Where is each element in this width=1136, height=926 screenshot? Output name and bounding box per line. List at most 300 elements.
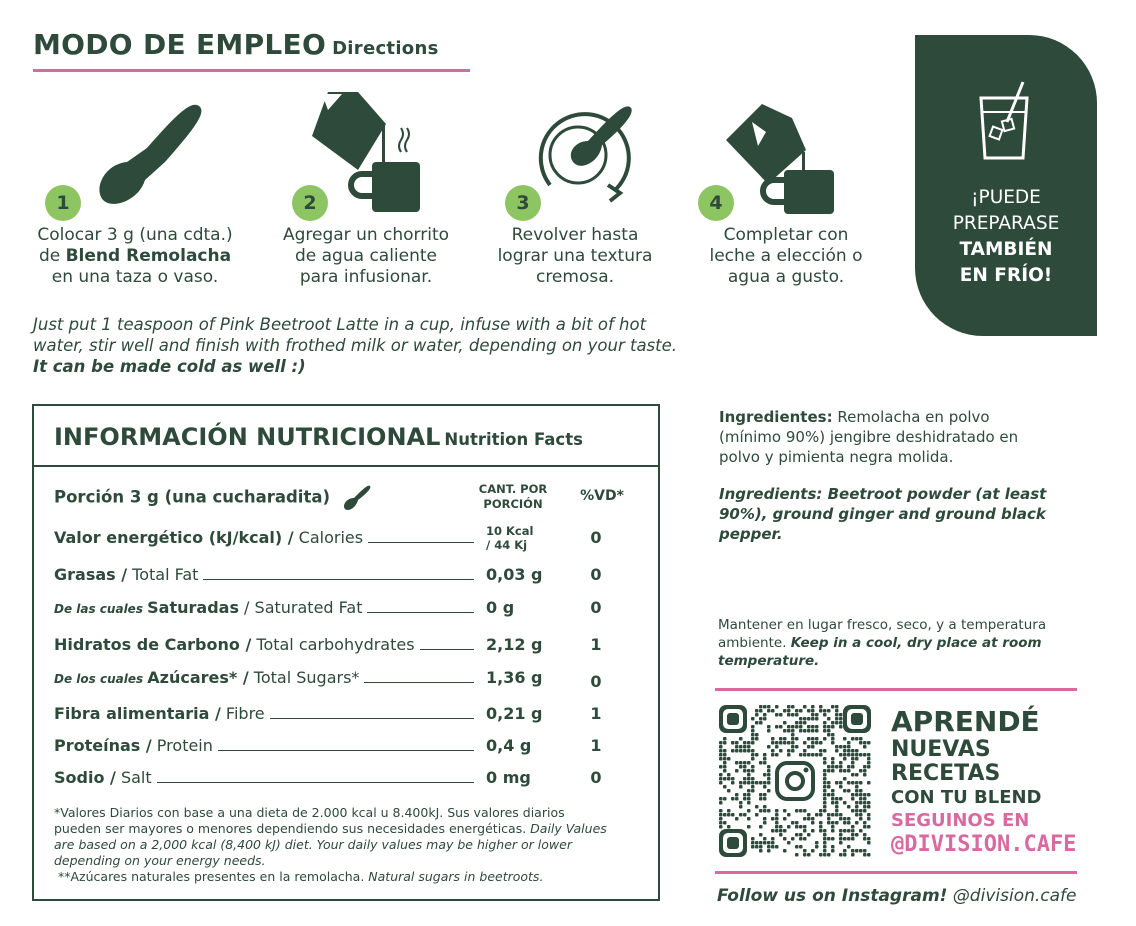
- qr-module: [843, 801, 847, 805]
- qr-module: [859, 801, 863, 805]
- nutrition-row-saturated: [54, 598, 644, 620]
- qr-module: [823, 725, 827, 729]
- qr-module: [823, 797, 827, 801]
- qr-module: [759, 721, 763, 725]
- qr-module: [851, 809, 855, 813]
- qr-module: [843, 749, 847, 753]
- qr-module: [839, 761, 843, 765]
- ingredients-en: Ingredients: Beetroot powder (at least 90%), ground ginger and ground black pepper.: [719, 485, 1047, 543]
- qr-module: [859, 753, 863, 757]
- qr-module: [723, 797, 727, 801]
- nutrient-vd: 1: [590, 704, 602, 723]
- qr-module: [851, 765, 855, 769]
- nutrient-prefix: De los cuales: [54, 672, 148, 686]
- qr-module: [855, 793, 859, 797]
- qr-module: [863, 853, 867, 857]
- qr-module: [739, 813, 743, 817]
- nutrient-label-es: Hidratos de Carbono /: [54, 635, 252, 654]
- qr-module: [755, 841, 759, 845]
- step-4-line1: Completar con: [723, 225, 849, 245]
- step-2-line3: para infusionar.: [299, 267, 433, 287]
- qr-module: [807, 745, 811, 749]
- qr-module: [787, 753, 791, 757]
- nutrient-amount: 2,12 g: [486, 635, 543, 654]
- qr-module: [815, 813, 819, 817]
- qr-module: [719, 777, 723, 781]
- qr-module: [791, 705, 795, 709]
- qr-module: [739, 801, 743, 805]
- qr-module: [763, 753, 767, 757]
- qr-module: [763, 837, 767, 841]
- qr-module: [743, 769, 747, 773]
- qr-module: [859, 797, 863, 801]
- qr-module: [747, 745, 751, 749]
- nutrient-vd: 0: [590, 598, 602, 617]
- step-1-line2-bold: Blend Remolacha: [65, 246, 232, 266]
- qr-module: [847, 741, 851, 745]
- qr-module: [807, 817, 811, 821]
- qr-module: [807, 833, 811, 837]
- qr-module: [851, 833, 855, 837]
- qr-module: [859, 781, 863, 785]
- qr-module: [855, 785, 859, 789]
- qr-module: [759, 793, 763, 797]
- qr-module: [751, 785, 755, 789]
- qr-module: [767, 777, 771, 781]
- qr-module: [775, 713, 779, 717]
- qr-module: [759, 849, 763, 853]
- qr-module: [863, 805, 867, 809]
- qr-module: [763, 761, 767, 765]
- qr-module: [855, 737, 859, 741]
- qr-module: [771, 845, 775, 849]
- qr-module: [863, 793, 867, 797]
- leader-line: [270, 718, 474, 719]
- qr-module: [791, 725, 795, 729]
- qr-module: [807, 729, 811, 733]
- qr-module: [755, 845, 759, 849]
- step-3-line3: cremosa.: [535, 267, 615, 287]
- nutrient-amount: [486, 524, 533, 552]
- qr-module: [815, 725, 819, 729]
- qr-module: [823, 801, 827, 805]
- qr-module: [775, 725, 779, 729]
- qr-module: [867, 741, 871, 745]
- qr-module: [847, 821, 851, 825]
- nutrient-label-es: Grasas /: [54, 565, 128, 584]
- qr-module: [831, 793, 835, 797]
- qr-module: [863, 833, 867, 837]
- qr-module: [719, 813, 723, 817]
- qr-module: [863, 849, 867, 853]
- qr-module: [823, 789, 827, 793]
- instagram-qr-icon[interactable]: [719, 705, 871, 857]
- qr-module: [731, 797, 735, 801]
- qr-module: [763, 705, 767, 709]
- qr-module: [799, 709, 803, 713]
- qr-module: [723, 749, 727, 753]
- qr-module: [847, 789, 851, 793]
- qr-module: [847, 769, 851, 773]
- qr-module: [815, 737, 819, 741]
- qr-module: [767, 809, 771, 813]
- qr-module: [719, 797, 723, 801]
- portion-label: Porción 3 g (una cucharadita): [54, 487, 331, 507]
- nutrient-label-en: Calories: [293, 528, 364, 547]
- qr-module: [839, 713, 843, 717]
- portion-size: [54, 484, 372, 512]
- qr-module: [823, 761, 827, 765]
- qr-module: [759, 781, 763, 785]
- qr-module: [723, 757, 727, 761]
- qr-module: [859, 809, 863, 813]
- qr-module: [751, 737, 755, 741]
- qr-module: [795, 825, 799, 829]
- qr-module: [827, 733, 831, 737]
- qr-module: [807, 737, 811, 741]
- qr-module: [735, 741, 739, 745]
- qr-module: [855, 753, 859, 757]
- directions-en-line1: Just put 1 teaspoon of Pink Beetroot Latte in a cup, infuse with a bit of hot: [33, 315, 647, 334]
- qr-module: [831, 721, 835, 725]
- qr-module: [747, 773, 751, 777]
- qr-module: [795, 809, 799, 813]
- qr-module: [823, 721, 827, 725]
- qr-module: [791, 729, 795, 733]
- qr-module: [843, 769, 847, 773]
- ingredients-es: [719, 407, 1049, 467]
- qr-module: [719, 765, 723, 769]
- qr-module: [859, 829, 863, 833]
- qr-module: [831, 825, 835, 829]
- qr-module: [735, 769, 739, 773]
- qr-module: [771, 749, 775, 753]
- qr-module: [827, 793, 831, 797]
- qr-module: [767, 705, 771, 709]
- qr-module: [819, 825, 823, 829]
- qr-module: [843, 853, 847, 857]
- qr-module: [807, 709, 811, 713]
- qr-module: [823, 833, 827, 837]
- qr-module: [779, 737, 783, 741]
- qr-module: [851, 825, 855, 829]
- qr-module: [811, 713, 815, 717]
- nutrition-row-protein: [54, 736, 644, 758]
- qr-module: [819, 705, 823, 709]
- qr-module: [823, 729, 827, 733]
- qr-module: [743, 781, 747, 785]
- qr-module: [863, 753, 867, 757]
- nutrient-label: [54, 736, 216, 755]
- qr-module: [823, 849, 827, 853]
- qr-module: [843, 745, 847, 749]
- qr-module: [863, 801, 867, 805]
- nutrient-vd: 0: [590, 528, 602, 547]
- qr-module: [779, 749, 783, 753]
- qr-module: [847, 765, 851, 769]
- qr-module: [839, 769, 843, 773]
- qr-module: [823, 773, 827, 777]
- qr-module: [811, 717, 815, 721]
- qr-module: [823, 757, 827, 761]
- qr-module: [731, 777, 735, 781]
- nutrient-label-en: Total Fat: [127, 565, 199, 584]
- qr-module: [747, 781, 751, 785]
- step-3-text: [465, 225, 685, 288]
- qr-module: [787, 749, 791, 753]
- qr-module: [815, 729, 819, 733]
- nutrient-vd: 0: [590, 672, 602, 691]
- qr-module: [771, 837, 775, 841]
- qr-module: [815, 713, 819, 717]
- qr-module: [867, 801, 871, 805]
- iced-glass-icon: [977, 80, 1031, 162]
- qr-module: [811, 753, 815, 757]
- qr-module: [811, 709, 815, 713]
- qr-module: [827, 781, 831, 785]
- qr-module: [775, 825, 779, 829]
- step-3-badge: 3: [505, 185, 541, 221]
- qr-module: [827, 709, 831, 713]
- qr-module: [727, 789, 731, 793]
- leader-line: [218, 750, 474, 751]
- qr-module: [835, 765, 839, 769]
- qr-module: [751, 741, 755, 745]
- qr-module: [763, 817, 767, 821]
- stir-icon: [530, 105, 640, 205]
- qr-module: [843, 837, 847, 841]
- qr-module: [803, 817, 807, 821]
- step-4-text: [676, 225, 896, 288]
- qr-module: [863, 745, 867, 749]
- nutrient-vd: 0: [590, 565, 602, 584]
- qr-finder-tr: [843, 705, 871, 733]
- qr-module: [835, 705, 839, 709]
- promo-line2: NUEVAS: [891, 737, 991, 762]
- qr-module: [795, 721, 799, 725]
- qr-module: [767, 849, 771, 853]
- qr-module: [751, 765, 755, 769]
- qr-module: [735, 817, 739, 821]
- qr-module: [739, 761, 743, 765]
- step-1-text: [25, 225, 245, 288]
- qr-module: [763, 757, 767, 761]
- qr-module: [795, 833, 799, 837]
- qr-module: [759, 825, 763, 829]
- qr-module: [807, 853, 811, 857]
- qr-module: [771, 829, 775, 833]
- qr-module: [747, 817, 751, 821]
- qr-module: [751, 789, 755, 793]
- qr-module: [755, 781, 759, 785]
- qr-module: [751, 733, 755, 737]
- qr-module: [795, 725, 799, 729]
- qr-module: [823, 853, 827, 857]
- instagram-handle-link[interactable]: @division.cafe: [947, 886, 1077, 906]
- qr-module: [835, 821, 839, 825]
- qr-module: [811, 729, 815, 733]
- qr-module: [859, 849, 863, 853]
- qr-module: [843, 777, 847, 781]
- qr-module: [763, 781, 767, 785]
- storage-en: Keep in a cool, dry place at room temperature.: [718, 635, 1042, 669]
- qr-module: [791, 713, 795, 717]
- qr-module: [823, 793, 827, 797]
- qr-module: [823, 829, 827, 833]
- qr-module: [815, 845, 819, 849]
- qr-module: [827, 853, 831, 857]
- qr-module: [803, 853, 807, 857]
- qr-module: [859, 813, 863, 817]
- qr-module: [847, 845, 851, 849]
- instagram-handle-large[interactable]: @DIVISION.CAFE: [891, 832, 1077, 857]
- step-4-badge: 4: [698, 185, 734, 221]
- qr-module: [743, 813, 747, 817]
- qr-module: [839, 745, 843, 749]
- nutrient-label-en: Protein: [151, 736, 213, 755]
- qr-module: [783, 849, 787, 853]
- qr-module: [775, 705, 779, 709]
- qr-module: [751, 841, 755, 845]
- nutrient-label-es: Saturadas: [147, 598, 239, 617]
- qr-module: [783, 817, 787, 821]
- sugar-footnote: [58, 869, 618, 885]
- qr-module: [859, 737, 863, 741]
- qr-module: [823, 845, 827, 849]
- qr-module: [815, 717, 819, 721]
- qr-module: [807, 717, 811, 721]
- qr-module: [791, 821, 795, 825]
- qr-module: [827, 765, 831, 769]
- energy-kcal: 10 Kcal: [486, 524, 534, 538]
- qr-module: [819, 749, 823, 753]
- qr-module: [859, 817, 863, 821]
- qr-module: [819, 853, 823, 857]
- step-2-text: [256, 225, 476, 288]
- qr-module: [803, 825, 807, 829]
- qr-module: [807, 725, 811, 729]
- qr-module: [751, 781, 755, 785]
- qr-module: [867, 817, 871, 821]
- qr-module: [719, 753, 723, 757]
- qr-module: [779, 833, 783, 837]
- qr-module: [767, 773, 771, 777]
- qr-module: [863, 837, 867, 841]
- step-2-badge: 2: [292, 185, 328, 221]
- spoon-icon: [95, 100, 210, 210]
- qr-module: [851, 749, 855, 753]
- qr-module: [755, 737, 759, 741]
- qr-module: [747, 809, 751, 813]
- qr-module: [743, 749, 747, 753]
- nutrient-amount: 0 g: [486, 598, 515, 617]
- qr-module: [775, 821, 779, 825]
- qr-module: [863, 821, 867, 825]
- recipes-promo: [891, 706, 1091, 858]
- qr-module: [803, 809, 807, 813]
- qr-module: [763, 797, 767, 801]
- qr-module: [775, 753, 779, 757]
- nutrient-vd: 1: [590, 736, 602, 755]
- qr-module: [751, 725, 755, 729]
- qr-module: [847, 781, 851, 785]
- qr-module: [855, 757, 859, 761]
- qr-module: [751, 717, 755, 721]
- qr-module: [855, 805, 859, 809]
- qr-module: [863, 809, 867, 813]
- qr-module: [767, 789, 771, 793]
- qr-module: [795, 737, 799, 741]
- qr-module: [783, 829, 787, 833]
- qr-module: [819, 709, 823, 713]
- qr-module: [719, 773, 723, 777]
- qr-module: [719, 809, 723, 813]
- qr-module: [791, 837, 795, 841]
- page-title: [33, 28, 439, 61]
- qr-module: [823, 837, 827, 841]
- nutrient-label-en: Salt: [115, 768, 152, 787]
- qr-module: [799, 845, 803, 849]
- qr-module: [851, 849, 855, 853]
- qr-module: [839, 829, 843, 833]
- qr-module: [839, 717, 843, 721]
- qr-module: [855, 781, 859, 785]
- qr-module: [851, 797, 855, 801]
- qr-module: [739, 749, 743, 753]
- leader-line: [368, 542, 474, 543]
- qr-module: [743, 777, 747, 781]
- qr-module: [771, 741, 775, 745]
- qr-module: [739, 745, 743, 749]
- qr-module: [795, 845, 799, 849]
- nutrient-vd: 0: [590, 768, 602, 787]
- qr-module: [759, 709, 763, 713]
- nutrition-row-sugars: [54, 668, 644, 690]
- qr-module: [767, 729, 771, 733]
- qr-module: [859, 741, 863, 745]
- qr-module: [867, 841, 871, 845]
- qr-module: [727, 777, 731, 781]
- qr-module: [851, 761, 855, 765]
- qr-module: [847, 837, 851, 841]
- step-1-badge: 1: [45, 185, 81, 221]
- promo-top-rule: [715, 688, 1077, 691]
- nutrient-amount: 1,36 g: [486, 668, 543, 687]
- qr-module: [743, 797, 747, 801]
- qr-module: [831, 813, 835, 817]
- qr-module: [763, 805, 767, 809]
- qr-module: [775, 813, 779, 817]
- qr-module: [743, 761, 747, 765]
- qr-module: [763, 793, 767, 797]
- qr-module: [791, 749, 795, 753]
- qr-module: [719, 821, 723, 825]
- qr-module: [827, 813, 831, 817]
- qr-module: [839, 813, 843, 817]
- qr-module: [743, 765, 747, 769]
- nutrition-title-en: Nutrition Facts: [444, 430, 583, 449]
- qr-module: [787, 713, 791, 717]
- qr-module: [843, 817, 847, 821]
- qr-module: [787, 705, 791, 709]
- qr-module: [755, 753, 759, 757]
- qr-module: [831, 837, 835, 841]
- milk-carton-pour-icon: [722, 98, 837, 216]
- qr-module: [835, 709, 839, 713]
- qr-module: [751, 729, 755, 733]
- cold-line3: TAMBIÉN: [959, 239, 1053, 260]
- qr-module: [835, 801, 839, 805]
